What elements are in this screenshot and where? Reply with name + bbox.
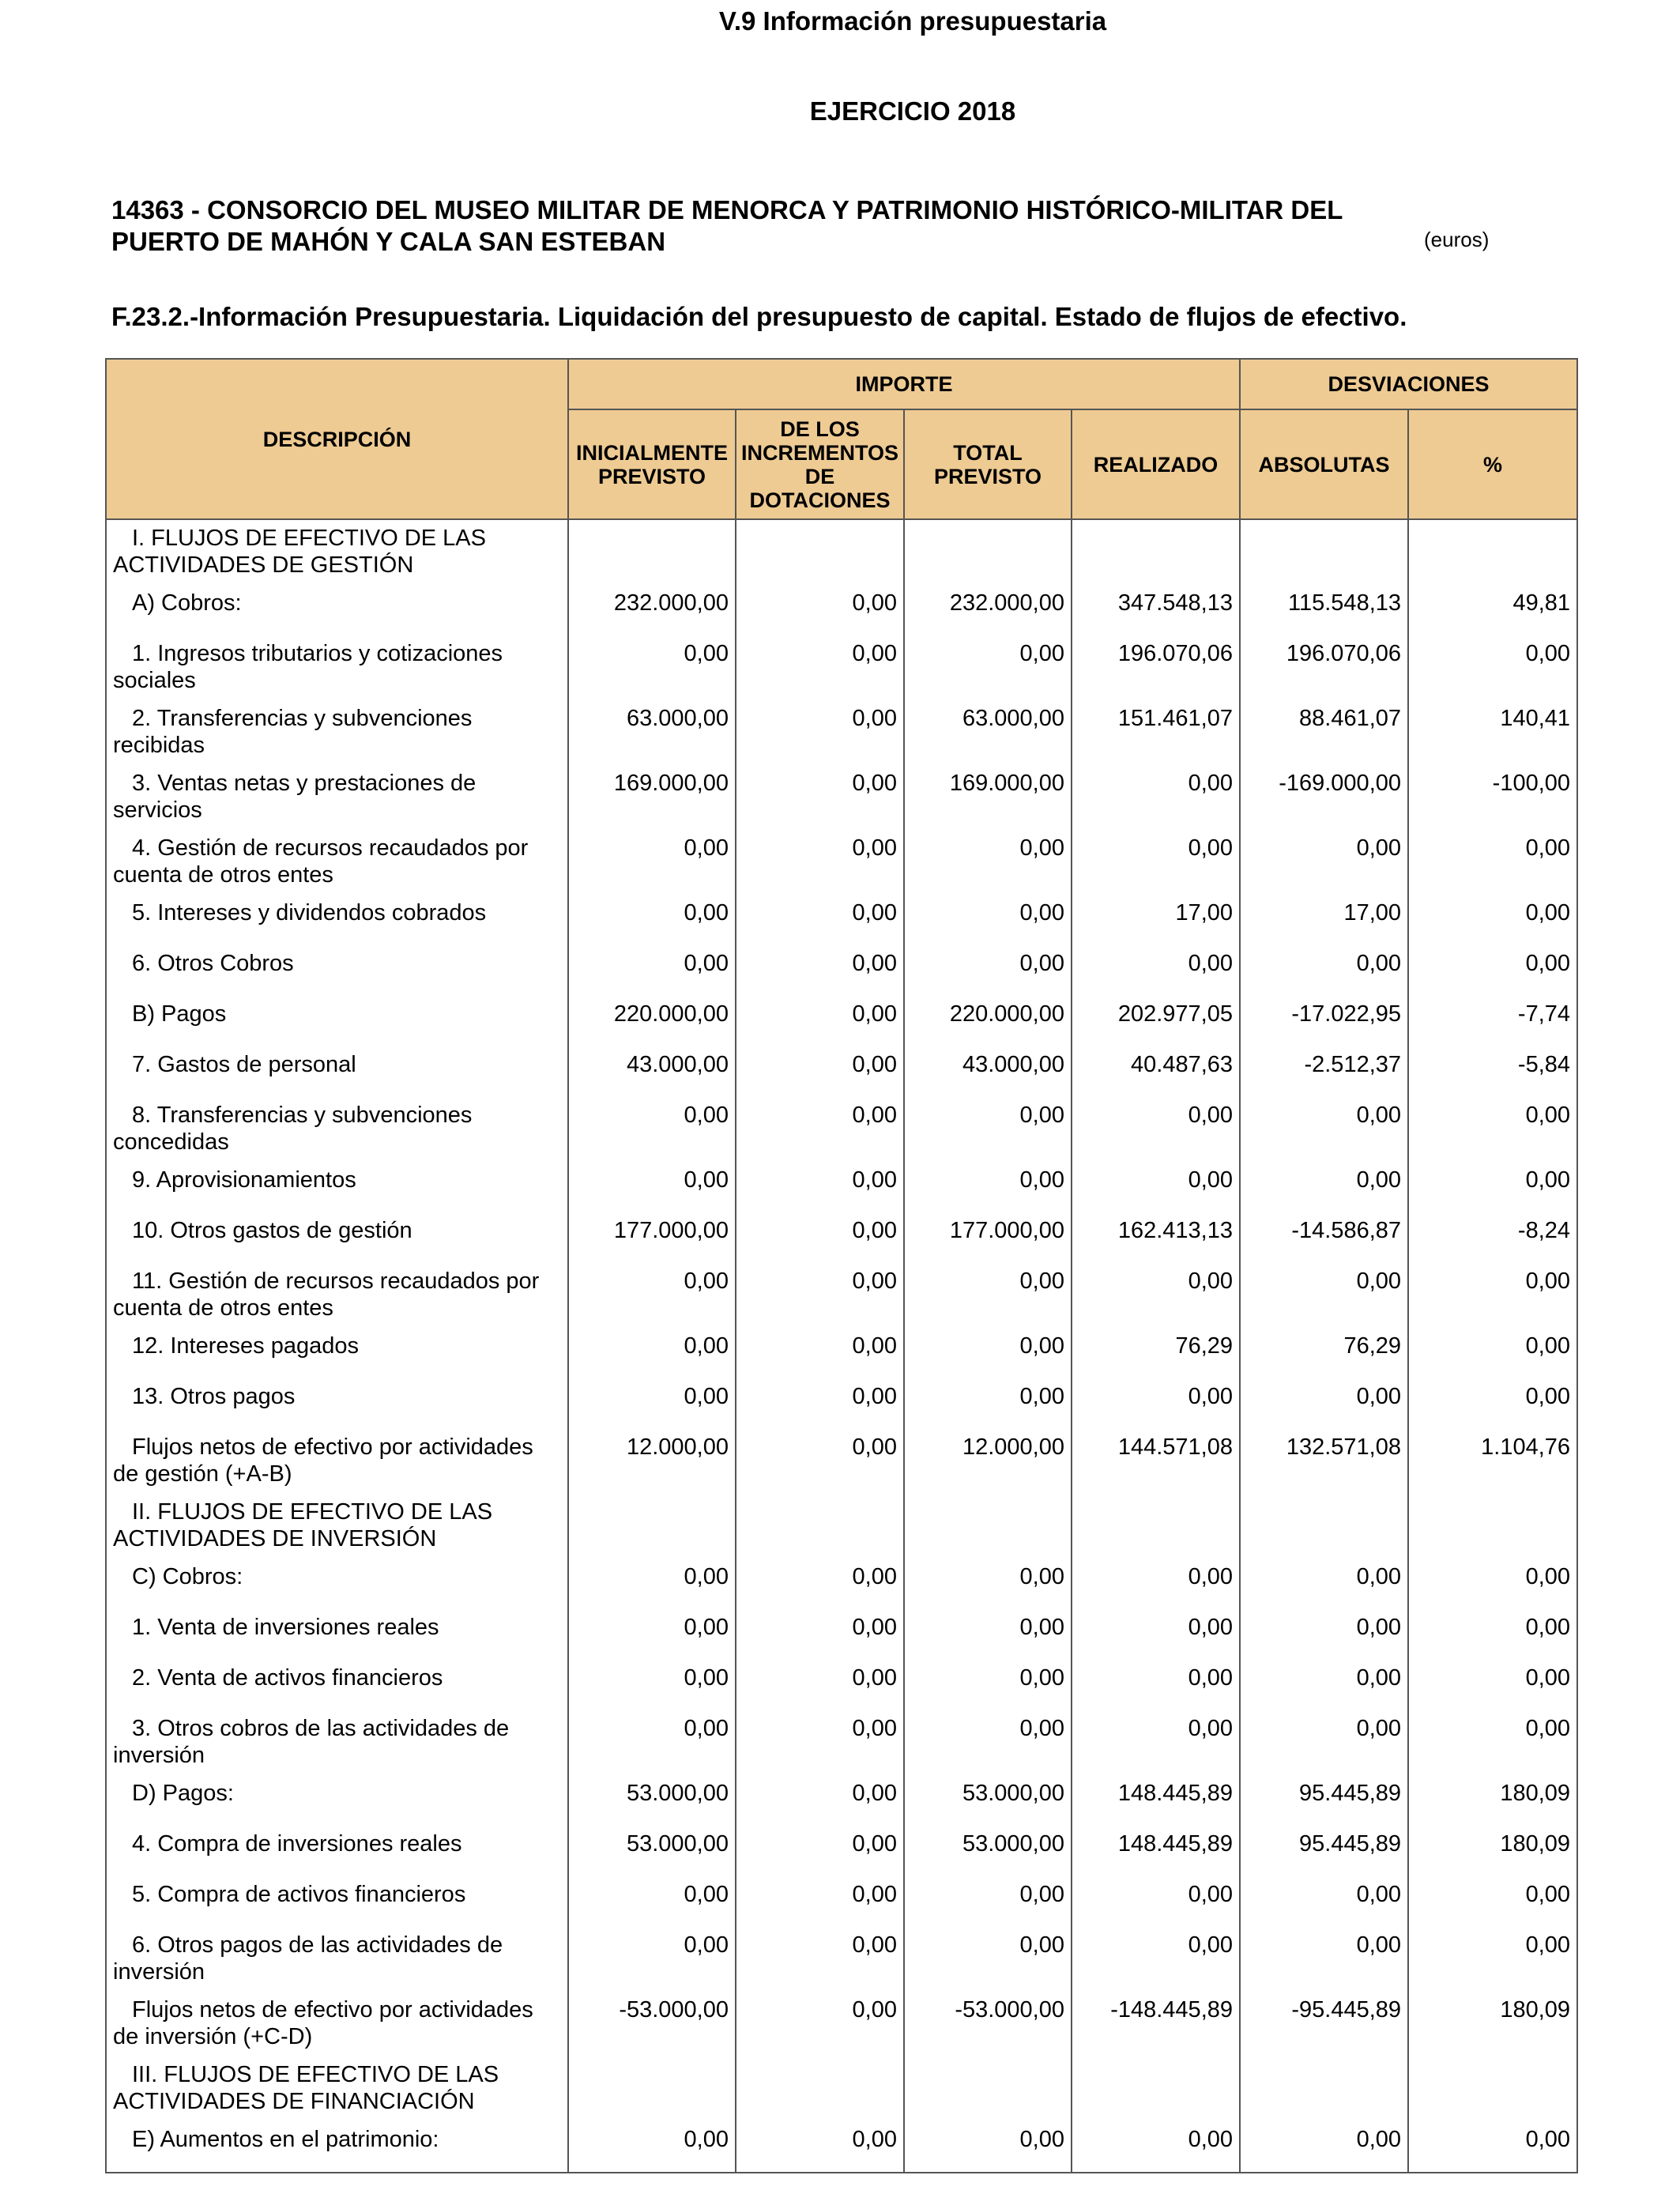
row-value-2: -53.000,00 <box>904 1992 1072 2056</box>
row-value-1: 0,00 <box>736 700 904 765</box>
header-realizado: REALIZADO <box>1072 409 1240 519</box>
entity-title: 14363 - CONSORCIO DEL MUSEO MILITAR DE MENORCA Y PATRIMONIO HISTÓRICO-MILITAR DEL PUERTO DE MAHÓN Y CALA SAN ESTEBAN <box>111 195 1343 256</box>
exercise-title: EJERCICIO 2018 <box>809 96 1016 126</box>
row-value-2: 0,00 <box>904 1609 1072 1660</box>
header-incrementos-dotaciones: DE LOS INCREMENTOS DE DOTACIONES <box>736 409 904 519</box>
row-value-4: 95.445,89 <box>1240 1826 1408 1876</box>
row-value-1: 0,00 <box>736 1429 904 1494</box>
row-value-1: 0,00 <box>736 1263 904 1328</box>
row-value-4: -95.445,89 <box>1240 1992 1408 2056</box>
row-value-0: 0,00 <box>568 1660 736 1710</box>
table-row <box>106 1660 1577 1710</box>
row-value-0: -53.000,00 <box>568 1992 736 2056</box>
table-row <box>106 585 1577 635</box>
row-value-3: 347.548,13 <box>1072 585 1240 635</box>
row-value-3: 0,00 <box>1072 830 1240 895</box>
table-row <box>106 1559 1577 1609</box>
row-description: 6. Otros Cobros <box>132 951 294 976</box>
row-value-1: 0,00 <box>736 1328 904 1378</box>
row-value-2: 53.000,00 <box>904 1826 1072 1876</box>
row-value-3: 148.445,89 <box>1072 1775 1240 1826</box>
row-description: 1. Venta de inversiones reales <box>132 1615 439 1640</box>
row-value-3: 0,00 <box>1072 1378 1240 1429</box>
row-value-5: -7,74 <box>1408 996 1577 1046</box>
row-value-3 <box>1072 1494 1240 1559</box>
row-description: 4. Compra de inversiones reales <box>132 1831 462 1857</box>
row-value-5: 0,00 <box>1408 1328 1577 1378</box>
row-value-1: 0,00 <box>736 585 904 635</box>
row-value-1 <box>736 1494 904 1559</box>
row-value-2: 53.000,00 <box>904 1775 1072 1826</box>
table-row <box>106 700 1577 765</box>
row-value-4: 0,00 <box>1240 1609 1408 1660</box>
row-description: II. FLUJOS DE EFECTIVO DE LAS ACTIVIDADES DE INVERSIÓN <box>113 1499 493 1551</box>
row-description: B) Pagos <box>132 1001 227 1027</box>
row-description: 11. Gestión de recursos recaudados por cuenta de otros entes <box>113 1269 540 1321</box>
row-value-0 <box>568 2056 736 2121</box>
row-value-2: 0,00 <box>904 1162 1072 1212</box>
row-value-0: 0,00 <box>568 1097 736 1162</box>
row-value-2: 0,00 <box>904 2121 1072 2173</box>
row-value-1: 0,00 <box>736 895 904 945</box>
row-value-5 <box>1408 1494 1577 1559</box>
row-value-0: 43.000,00 <box>568 1046 736 1097</box>
row-value-2 <box>904 1494 1072 1559</box>
table-row <box>106 1927 1577 1992</box>
row-value-4: 17,00 <box>1240 895 1408 945</box>
row-value-2: 43.000,00 <box>904 1046 1072 1097</box>
row-value-4: -169.000,00 <box>1240 765 1408 830</box>
row-value-4 <box>1240 1494 1408 1559</box>
row-value-1 <box>736 519 904 585</box>
row-value-3 <box>1072 519 1240 585</box>
table-header <box>106 359 1577 519</box>
table-row <box>106 1992 1577 2056</box>
row-value-4: 0,00 <box>1240 1876 1408 1927</box>
row-value-4: 0,00 <box>1240 1927 1408 1992</box>
row-value-0: 53.000,00 <box>568 1826 736 1876</box>
table-row <box>106 1328 1577 1378</box>
row-description: A) Cobros: <box>132 590 242 616</box>
row-value-1 <box>736 2056 904 2121</box>
row-description: 3. Ventas netas y prestaciones de servicios <box>113 771 477 823</box>
row-value-3: 162.413,13 <box>1072 1212 1240 1263</box>
row-value-0: 0,00 <box>568 1876 736 1927</box>
table-row <box>106 945 1577 996</box>
row-value-3: 40.487,63 <box>1072 1046 1240 1097</box>
row-value-2: 169.000,00 <box>904 765 1072 830</box>
table-row <box>106 1775 1577 1826</box>
row-value-1: 0,00 <box>736 1660 904 1710</box>
row-value-5: 0,00 <box>1408 830 1577 895</box>
row-value-4: 0,00 <box>1240 945 1408 996</box>
row-value-3: 0,00 <box>1072 2121 1240 2173</box>
row-value-3: 76,29 <box>1072 1328 1240 1378</box>
row-description: C) Cobros: <box>132 1564 243 1589</box>
row-description: D) Pagos: <box>132 1781 234 1806</box>
row-value-4: 0,00 <box>1240 1263 1408 1328</box>
table-body <box>106 519 1577 2173</box>
row-value-5: 0,00 <box>1408 1660 1577 1710</box>
row-value-2: 232.000,00 <box>904 585 1072 635</box>
row-value-2: 0,00 <box>904 1927 1072 1992</box>
row-value-4: 0,00 <box>1240 1097 1408 1162</box>
row-value-4: 0,00 <box>1240 1660 1408 1710</box>
row-description: III. FLUJOS DE EFECTIVO DE LAS ACTIVIDADES DE FINANCIACIÓN <box>113 2062 499 2114</box>
row-description: 9. Aprovisionamientos <box>132 1167 356 1193</box>
row-value-3: 0,00 <box>1072 1559 1240 1609</box>
row-value-3: 0,00 <box>1072 1609 1240 1660</box>
row-value-3: 17,00 <box>1072 895 1240 945</box>
section-title: V.9 Información presupuestaria <box>718 6 1107 36</box>
row-value-3: -148.445,89 <box>1072 1992 1240 2056</box>
row-description: 4. Gestión de recursos recaudados por cuenta de otros entes <box>113 835 529 888</box>
row-value-3: 0,00 <box>1072 765 1240 830</box>
row-value-2: 0,00 <box>904 830 1072 895</box>
row-value-5: 0,00 <box>1408 895 1577 945</box>
row-value-3: 0,00 <box>1072 1097 1240 1162</box>
row-value-5: -100,00 <box>1408 765 1577 830</box>
row-value-3: 0,00 <box>1072 1927 1240 1992</box>
table-row <box>106 1378 1577 1429</box>
row-value-2: 0,00 <box>904 1378 1072 1429</box>
row-value-5: 0,00 <box>1408 1263 1577 1328</box>
table-row <box>106 1097 1577 1162</box>
table-row <box>106 1263 1577 1328</box>
row-value-5: 0,00 <box>1408 1559 1577 1609</box>
table-row <box>106 1494 1577 1559</box>
header-porcentaje: % <box>1408 409 1577 519</box>
row-value-2: 12.000,00 <box>904 1429 1072 1494</box>
row-value-5: 180,09 <box>1408 1826 1577 1876</box>
row-value-3: 0,00 <box>1072 1710 1240 1775</box>
row-value-5: 0,00 <box>1408 1710 1577 1775</box>
row-value-1: 0,00 <box>736 1826 904 1876</box>
row-value-0: 232.000,00 <box>568 585 736 635</box>
row-description: Flujos netos de efectivo por actividades de gestión (+A-B) <box>113 1434 533 1487</box>
row-value-5 <box>1408 519 1577 585</box>
row-description: E) Aumentos en el patrimonio: <box>132 2127 439 2152</box>
row-value-4: 0,00 <box>1240 830 1408 895</box>
row-value-3: 0,00 <box>1072 945 1240 996</box>
row-value-4: 0,00 <box>1240 1378 1408 1429</box>
row-description: 5. Intereses y dividendos cobrados <box>132 900 487 925</box>
row-value-0: 0,00 <box>568 1263 736 1328</box>
row-value-3: 202.977,05 <box>1072 996 1240 1046</box>
row-description: 8. Transferencias y subvenciones concedidas <box>113 1103 473 1155</box>
row-value-5: 180,09 <box>1408 1775 1577 1826</box>
table-row <box>106 1429 1577 1494</box>
row-value-3: 0,00 <box>1072 1876 1240 1927</box>
row-value-1: 0,00 <box>736 1046 904 1097</box>
row-value-0: 0,00 <box>568 2121 736 2173</box>
table-row <box>106 2056 1577 2121</box>
row-value-4: -17.022,95 <box>1240 996 1408 1046</box>
row-value-0: 12.000,00 <box>568 1429 736 1494</box>
row-value-5: 180,09 <box>1408 1992 1577 2056</box>
table-row <box>106 765 1577 830</box>
row-description: 12. Intereses pagados <box>132 1333 359 1359</box>
row-value-2 <box>904 519 1072 585</box>
row-value-5: 0,00 <box>1408 1609 1577 1660</box>
table-row <box>106 1826 1577 1876</box>
row-value-0: 0,00 <box>568 895 736 945</box>
row-value-5: 0,00 <box>1408 2121 1577 2173</box>
row-description: 7. Gastos de personal <box>132 1052 356 1077</box>
table-row <box>106 2121 1577 2173</box>
row-value-4: -2.512,37 <box>1240 1046 1408 1097</box>
row-description: 2. Transferencias y subvenciones recibidas <box>113 706 473 758</box>
row-value-4: 0,00 <box>1240 1710 1408 1775</box>
row-value-0: 53.000,00 <box>568 1775 736 1826</box>
row-value-2: 63.000,00 <box>904 700 1072 765</box>
row-value-0: 0,00 <box>568 1328 736 1378</box>
row-value-1: 0,00 <box>736 1927 904 1992</box>
row-value-4: 115.548,13 <box>1240 585 1408 635</box>
row-value-5 <box>1408 2056 1577 2121</box>
row-value-4: 88.461,07 <box>1240 700 1408 765</box>
row-value-2: 0,00 <box>904 895 1072 945</box>
row-value-3 <box>1072 2056 1240 2121</box>
row-value-0: 0,00 <box>568 1710 736 1775</box>
row-value-2: 0,00 <box>904 1710 1072 1775</box>
row-value-4: 196.070,06 <box>1240 635 1408 700</box>
row-description: 3. Otros cobros de las actividades de inversión <box>113 1716 510 1768</box>
table-row <box>106 519 1577 585</box>
row-value-3: 148.445,89 <box>1072 1826 1240 1876</box>
row-value-4 <box>1240 2056 1408 2121</box>
row-value-4 <box>1240 519 1408 585</box>
row-value-4: 132.571,08 <box>1240 1429 1408 1494</box>
row-value-3: 0,00 <box>1072 1162 1240 1212</box>
row-value-1: 0,00 <box>736 1212 904 1263</box>
row-value-1: 0,00 <box>736 1992 904 2056</box>
row-value-0: 220.000,00 <box>568 996 736 1046</box>
row-value-1: 0,00 <box>736 945 904 996</box>
row-value-1: 0,00 <box>736 1876 904 1927</box>
row-value-0: 0,00 <box>568 635 736 700</box>
row-value-1: 0,00 <box>736 996 904 1046</box>
header-desviaciones: DESVIACIONES <box>1240 359 1577 409</box>
table-row <box>106 895 1577 945</box>
row-value-5: 0,00 <box>1408 1378 1577 1429</box>
row-value-0: 0,00 <box>568 945 736 996</box>
row-value-1: 0,00 <box>736 1559 904 1609</box>
row-value-1: 0,00 <box>736 1609 904 1660</box>
row-value-2: 0,00 <box>904 1263 1072 1328</box>
row-value-1: 0,00 <box>736 1775 904 1826</box>
header-descripcion: DESCRIPCIÓN <box>106 359 568 519</box>
header-total-previsto: TOTAL PREVISTO <box>904 409 1072 519</box>
row-value-1: 0,00 <box>736 1378 904 1429</box>
currency-note: (euros) <box>1424 228 1490 251</box>
row-value-2 <box>904 2056 1072 2121</box>
table-row <box>106 1876 1577 1927</box>
row-value-3: 196.070,06 <box>1072 635 1240 700</box>
row-value-5: 49,81 <box>1408 585 1577 635</box>
table-row <box>106 996 1577 1046</box>
report-title: F.23.2.-Información Presupuestaria. Liquidación del presupuesto de capital. Estado de flujos de efectivo. <box>111 302 1407 331</box>
row-value-0: 0,00 <box>568 1162 736 1212</box>
row-value-3: 144.571,08 <box>1072 1429 1240 1494</box>
row-value-2: 0,00 <box>904 1559 1072 1609</box>
row-value-4: 0,00 <box>1240 1559 1408 1609</box>
table-row <box>106 635 1577 700</box>
row-value-0: 0,00 <box>568 1609 736 1660</box>
row-value-5: 140,41 <box>1408 700 1577 765</box>
row-description: 13. Otros pagos <box>132 1384 296 1409</box>
table-row <box>106 1710 1577 1775</box>
row-description: 10. Otros gastos de gestión <box>132 1218 412 1243</box>
row-value-5: -8,24 <box>1408 1212 1577 1263</box>
row-description: 6. Otros pagos de las actividades de inversión <box>113 1932 503 1985</box>
row-value-1: 0,00 <box>736 1162 904 1212</box>
row-value-2: 0,00 <box>904 635 1072 700</box>
row-value-4: 0,00 <box>1240 2121 1408 2173</box>
row-value-2: 0,00 <box>904 1660 1072 1710</box>
table-row <box>106 830 1577 895</box>
row-description: 2. Venta de activos financieros <box>132 1665 443 1691</box>
row-value-2: 0,00 <box>904 1097 1072 1162</box>
row-value-1: 0,00 <box>736 1097 904 1162</box>
row-value-0: 177.000,00 <box>568 1212 736 1263</box>
row-value-0: 169.000,00 <box>568 765 736 830</box>
row-value-3: 0,00 <box>1072 1263 1240 1328</box>
row-value-5: 0,00 <box>1408 1876 1577 1927</box>
row-value-0: 0,00 <box>568 830 736 895</box>
row-value-2: 0,00 <box>904 1328 1072 1378</box>
row-description: 5. Compra de activos financieros <box>132 1882 466 1907</box>
table-row <box>106 1046 1577 1097</box>
row-description: Flujos netos de efectivo por actividades de inversión (+C-D) <box>113 1997 533 2049</box>
table-row <box>106 1212 1577 1263</box>
row-value-1: 0,00 <box>736 765 904 830</box>
row-description: I. FLUJOS DE EFECTIVO DE LAS ACTIVIDADES DE GESTIÓN <box>113 526 486 578</box>
row-value-5: 0,00 <box>1408 1097 1577 1162</box>
row-value-2: 0,00 <box>904 945 1072 996</box>
row-value-5: 0,00 <box>1408 1162 1577 1212</box>
row-value-1: 0,00 <box>736 830 904 895</box>
row-value-5: 1.104,76 <box>1408 1429 1577 1494</box>
row-value-0: 0,00 <box>568 1378 736 1429</box>
row-value-1: 0,00 <box>736 635 904 700</box>
header-absolutas: ABSOLUTAS <box>1240 409 1408 519</box>
table-row <box>106 1609 1577 1660</box>
cash-flow-table <box>105 358 1578 2173</box>
row-value-0: 0,00 <box>568 1927 736 1992</box>
row-value-1: 0,00 <box>736 1710 904 1775</box>
row-value-3: 0,00 <box>1072 1660 1240 1710</box>
row-value-2: 177.000,00 <box>904 1212 1072 1263</box>
header-inicialmente-previsto: INICIALMENTE PREVISTO <box>568 409 736 519</box>
row-value-0 <box>568 1494 736 1559</box>
row-value-0: 63.000,00 <box>568 700 736 765</box>
row-value-4: 0,00 <box>1240 1162 1408 1212</box>
row-value-5: 0,00 <box>1408 1927 1577 1992</box>
row-value-1: 0,00 <box>736 2121 904 2173</box>
row-value-4: -14.586,87 <box>1240 1212 1408 1263</box>
row-value-5: -5,84 <box>1408 1046 1577 1097</box>
row-value-2: 220.000,00 <box>904 996 1072 1046</box>
row-value-5: 0,00 <box>1408 635 1577 700</box>
row-value-2: 0,00 <box>904 1876 1072 1927</box>
row-value-0 <box>568 519 736 585</box>
row-value-4: 95.445,89 <box>1240 1775 1408 1826</box>
row-description: 1. Ingresos tributarios y cotizaciones sociales <box>113 641 503 693</box>
row-value-5: 0,00 <box>1408 945 1577 996</box>
row-value-4: 76,29 <box>1240 1328 1408 1378</box>
header-importe: IMPORTE <box>568 359 1240 409</box>
table-row <box>106 1162 1577 1212</box>
row-value-0: 0,00 <box>568 1559 736 1609</box>
row-value-3: 151.461,07 <box>1072 700 1240 765</box>
